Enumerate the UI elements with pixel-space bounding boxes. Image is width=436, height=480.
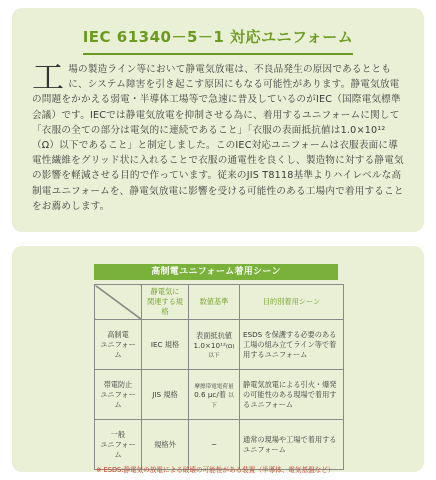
row-basis: [189, 320, 240, 370]
header-standard: 静電気に 関連する規格: [142, 285, 189, 320]
intro-panel: [12, 8, 424, 232]
table-row: [95, 320, 344, 370]
intro-text: [32, 58, 406, 214]
table-title: 高制電ユニフォーム着用シーン: [94, 264, 338, 280]
header-basis: 数値基準: [189, 285, 240, 320]
basis-sub: 以下: [211, 392, 234, 409]
row-label: 一般 ユニフォーム: [95, 420, 142, 470]
row-purpose: 静電気放電による引火・爆発の可能性のある現場で着用するユニフォーム: [240, 370, 344, 420]
row-purpose: 通常の現場や工場で着用するユニフォーム: [240, 420, 344, 470]
basis-main: 摩擦帯電電荷量: [194, 383, 234, 390]
table-header-row: [95, 285, 344, 320]
basis-main: 表面抵抗値 1.0×10¹²: [193, 330, 232, 350]
basis-unit: (Ω): [225, 343, 235, 350]
dropcap: 工: [32, 58, 65, 96]
row-standard: IEC 規格: [142, 320, 189, 370]
row-purpose: ESDS を保護する必要のある工場の組み立てライン等で着用するユニフォーム: [240, 320, 344, 370]
row-standard: 規格外: [142, 420, 189, 470]
basis-sub: 以下: [208, 352, 220, 359]
title-wrap: [12, 26, 424, 55]
row-standard: JIS 規格: [142, 370, 189, 420]
table-panel: [12, 246, 424, 472]
table-note: ※ ESDS:静電気の放電による破壊の可能性がある装置（半導体、電気基盤など）: [96, 466, 335, 474]
row-basis: ─: [189, 420, 240, 470]
header-corner: [95, 285, 142, 320]
row-basis: [189, 370, 240, 420]
page-title: IEC 61340－5－1 対応ユニフォーム: [83, 26, 354, 55]
row-label: 高制電 ユニフォーム: [95, 320, 142, 370]
table-row: [95, 370, 344, 420]
header-purpose: 目的別着用シーン: [240, 285, 344, 320]
intro-body: 場の製造ライン等において静電気放電は、不良品発生の原因であるとともに、システム障害を引き起こす原因にもなる可能性があります。静電気放電の問題をかかえる弱電・半導体工場等で急速に普及しているのがIEC（国際電気標準会議）です。IECでは静電気放電を抑制させる為に、着用するユニフォームに関して「衣服の全ての部分は電気的に連続であること」「衣服の表面抵抗値は1.0×10¹²（Ω）以下であること」と制定しました。このIEC対応ユニフォームは衣服表面に導電性繊維をグリッド状に入れることで衣服の通電性を良くし、製造物に対する静電気の影響を軽減させる目的で作っています。従来のJIS T8118基準よりハイレベルな高制電ユニフォームを、静電気放電に影響を受ける可能性のある工場内で着用することをお薦めします。: [32, 64, 404, 212]
row-label: 帯電防止 ユニフォーム: [95, 370, 142, 420]
uniform-table: [94, 284, 344, 470]
basis-value: 0.6 μc/着: [194, 389, 226, 399]
table-row: [95, 420, 344, 470]
